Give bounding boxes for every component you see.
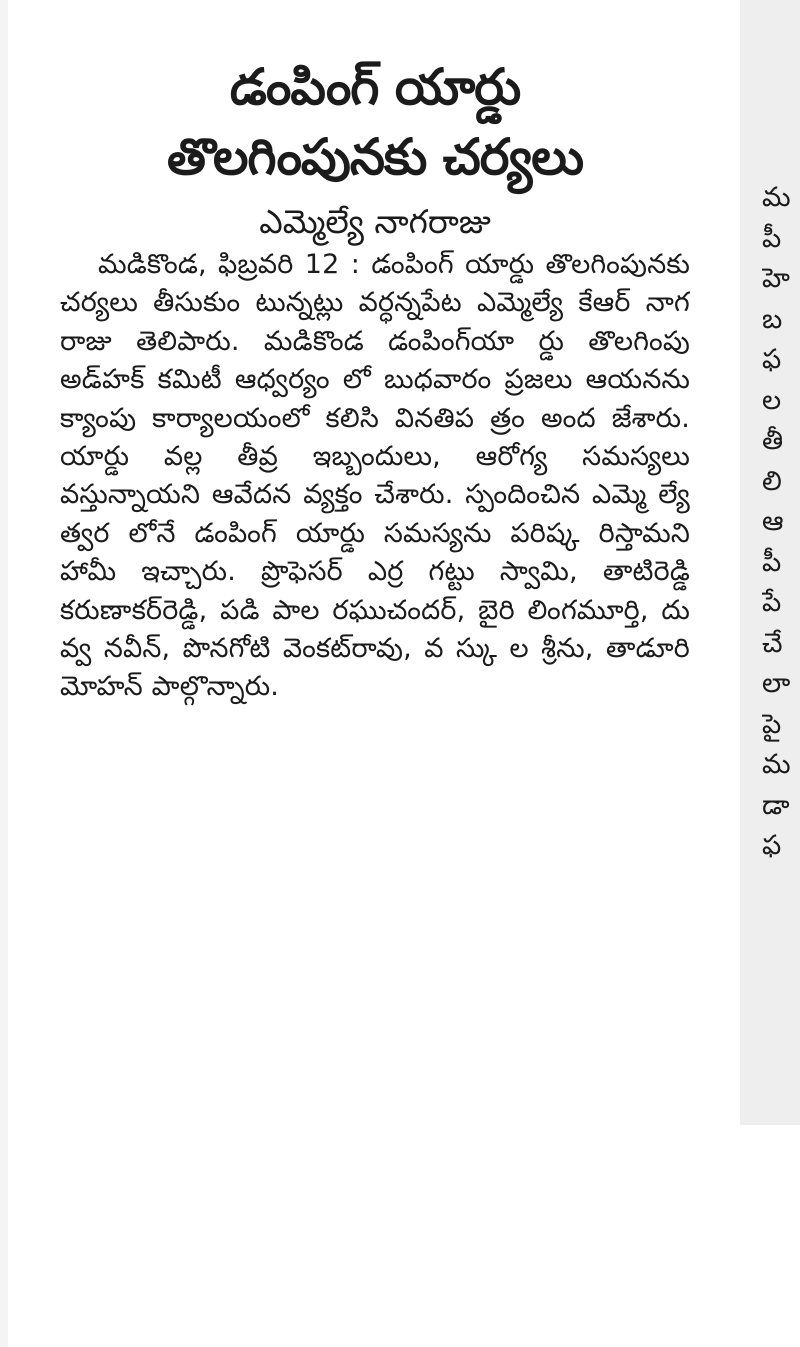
article-body [60, 246, 690, 707]
headline-line-2: తొలగింపునకు చర్యలు [166, 128, 584, 186]
subheadline: ఎమ్మెల్యే నాగరాజు [259, 202, 491, 241]
adjacent-column-text: మ పీ హె బ ఫ ల తీ లి ఆ పీ పే చే లా పై మ డా ఫ [762, 182, 791, 861]
headline-line-1: డంపింగ్ యార్డు [229, 58, 521, 116]
news-article [60, 40, 690, 707]
left-page-edge [0, 0, 8, 1347]
adjacent-column-strip [740, 0, 800, 1125]
article-body-text: మడికొండ, ఫిబ్రవరి 12 : డంపింగ్ యార్డు తొలగింపునకు చర్యలు తీసుకుం టున్నట్లు వర్ధన్నపేట ఎమ్మెల్యే కేఆర్ నాగ రాజు తెలిపారు. మడికొండ డంపింగ్‌యా ర్డు తొలగింపు అడ్‌హక్ కమిటీ ఆధ్వర్యం లో బుధవారం ప్రజలు ఆయనను క్యాంపు కార్యాలయంలో కలిసి వినతిప త్రం అంద జేశారు. యార్డు వల్ల తీవ్ర ఇబ్బందులు, ఆరోగ్య సమస్యలు వస్తున్నాయని ఆవేదన వ్యక్తం చేశారు. స్పందించిన ఎమ్మె ల్యే త్వర లోనే డంపింగ్ యార్డు సమస్యను పరిష్క రిస్తామని హామీ ఇచ్చారు. ప్రొఫెసర్ ఎర్ర గట్టు స్వామి, తాటిరెడ్డి కరుణాకర్‌రెడ్డి, పడి పాల రఘుచందర్, బైరి లింగమూర్తి, దు వ్వ నవీన్, పొనగోటి వెంకట్‌రావు, వ స్కు ల శ్రీను, తాడూరి మోహన్ పాల్గొన్నారు. [60, 249, 690, 703]
